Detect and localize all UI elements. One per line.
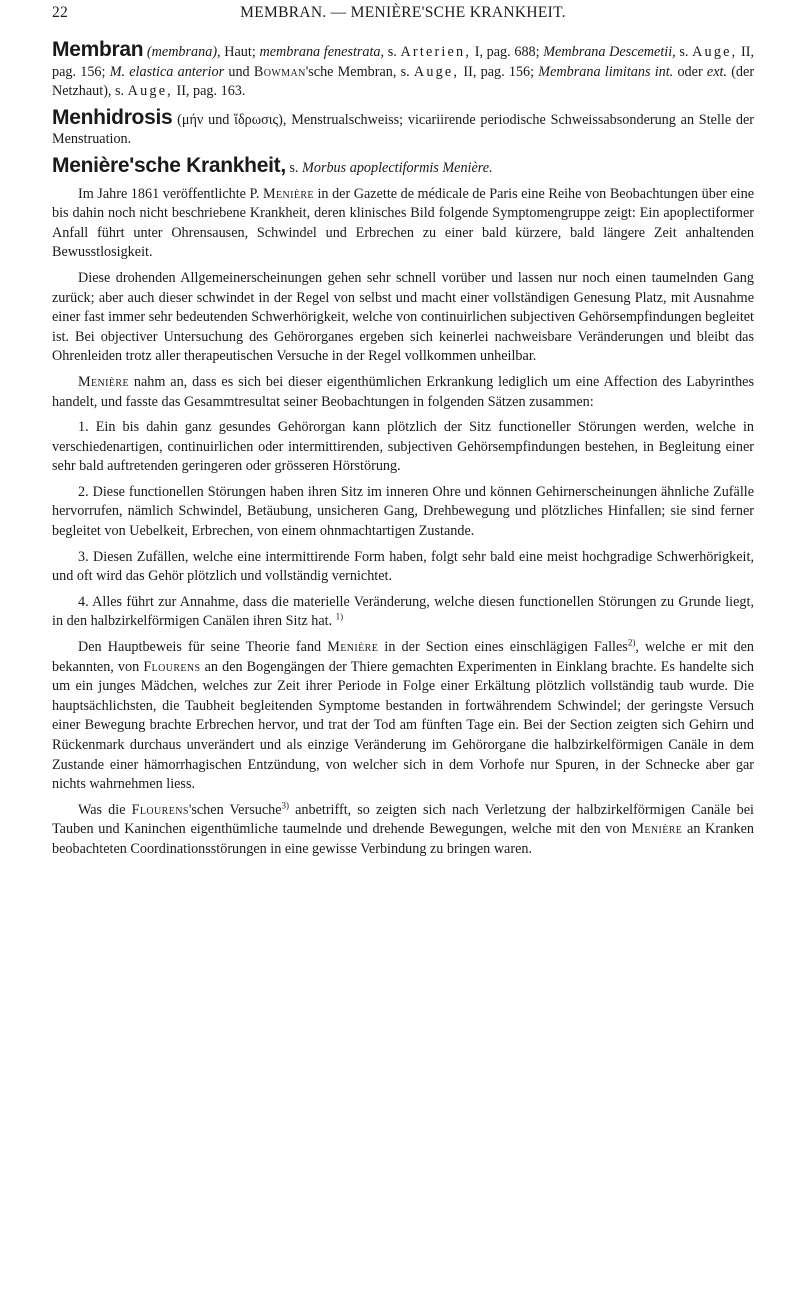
entry-menhidrosis (52, 105, 755, 150)
cross-reference: Auge, (413, 63, 460, 80)
paragraph-text: in der Gazette de médicale de Paris eine Reihe von Beobachtungen über eine bis dahin noch nicht beschriebene Krankheit, deren klinisches Bild folgende Symptomengruppe zeigt: Ein apoplectiformer Anfall führt unter Ohrensausen, Schwindel und Erbrechen zu einer bald kürzere, bald längere Zeit anhaltenden Bewusstlosigkeit. (52, 185, 755, 261)
paragraph-text: , welche er mit den bekannten, von (52, 639, 754, 675)
paragraph-text: an den Bogengängen der Thiere gemachten Experimenten in Einklang brachte. Es handelte sich um ein junges Mädchen, welches zur Zeit ihrer Periode in Folge einer Erkältung plötzlich vollständig taub wurde. Die hauptsächlichsten, die Taubheit begleitenden Symptome bestanden in fortwährendem Schwindel; der geringste Versuch einer Bewegung brachte Erbrechen hervor, und trat der Tod am fünften Tage ein. Bei der Section zeigten sich Gehirn und Rückenmark durchaus unverändert und als einzige Veränderung im Gehörorgane die halbzirkelförmigen Canäle in dem Zustande einer hämorrhagischen Entzündung, von welcher sich in dem Vorhofe nur Spuren, in der Schnecke aber gar nichts wahrnehmen liess. (52, 658, 755, 793)
document-page (52, 0, 754, 1306)
entry-text: s. (679, 44, 689, 60)
author-name: Flourens (131, 801, 189, 818)
paragraph (52, 373, 754, 412)
running-title: MEMBRAN. — MENIÈRE'SCHE KRANKHEIT. (240, 4, 566, 21)
latin-term: M. elastica anterior (109, 63, 225, 80)
author-name: Menière (631, 821, 683, 838)
latin-term: Membrana limitans int. (538, 63, 674, 80)
latin-term: Membrana Descemetii, (543, 44, 676, 60)
entry-membran (52, 40, 754, 102)
cross-reference: Auge, (127, 83, 173, 100)
paragraph-text: Den Hauptbeweis für seine Theorie fand (78, 639, 322, 656)
entry-text: 'sche Membran, s. (305, 63, 410, 80)
author-name: Menière (327, 639, 379, 656)
entry-text: II, pag. 156; (463, 63, 535, 80)
paragraph-text: Im Jahre 1861 veröffentlichte P. (78, 185, 260, 202)
numbered-item-text: 4. Alles führt zur Annahme, dass die materielle Veränderung, welche diesen functionellen Störungen zu Grunde liegt, in den halbzirkelförmigen Canälen ihren Sitz hat. (52, 593, 754, 630)
page-number: 22 (52, 4, 69, 21)
footnote-marker: 1) (335, 611, 344, 622)
entry-text: s. (387, 44, 397, 60)
entry-text: II, pag. 163. (176, 83, 246, 100)
paragraph-text: in der Section eines einschlägigen Falles (384, 639, 628, 656)
headword-menhidrosis: Menhidrosis (52, 105, 173, 129)
numbered-item: 1. Ein bis dahin ganz gesundes Gehörorgan kann plötzlich der Sitz functioneller Störungen werden, welche in verschiedenartigen, continuirlichen oder intermittirenden, subjectiven Gehörsempfindungen bestehen, in Begleitung einer sehr bald auftretenden geringeren oder grösseren Hörstörung. (52, 419, 754, 475)
latin-term: (membrana), (146, 44, 221, 60)
paragraph (52, 185, 754, 263)
numbered-item: 3. Diesen Zufällen, welche eine intermittirende Form haben, folgt sehr bald eine meist hochgradige Schwerhörigkeit, und oft wird das Gehör plötzlich und vollständig vernichtet. (52, 548, 754, 585)
numbered-item: 2. Diese functionellen Störungen haben ihren Sitz im inneren Ohre und können Gehirnerscheinungen ähnliche Zufälle hervorrufen, nämlich Schwindel, Betäubung, unsicheren Gang, Drehbewegung und plötzliches Hinfallen; sie sind ferner begleitet von Uebelkeit, Erbrechen, von einem ohnmachtartigen Zustande. (52, 483, 754, 540)
author-name: Menière (78, 373, 129, 390)
latin-term: ext. (706, 63, 727, 80)
author-name: Flourens (143, 658, 201, 675)
footnote-marker: 2) (627, 637, 636, 648)
running-head (52, 4, 754, 30)
author-name: Menière (262, 185, 314, 202)
paragraph-text: anbetrifft, so zeigten sich nach Verletzung der halbzirkelförmigen Canäle bei Tauben und Kaninchen eigenthümliche taumelnde und drehende Bewegungen, welche mit den von (52, 801, 754, 838)
paragraph-text: Was die (78, 801, 126, 818)
entry-text: Haut; (224, 44, 256, 60)
page-content (52, 40, 754, 866)
entry-text: oder (677, 63, 703, 80)
entry-text: (μήν und ἵδρωσις), Menstrualschweiss; vicariirende periodische Schweissabsonderung an Stelle der Menstruation. (52, 111, 755, 148)
paragraph-text: an Kranken beobachteten Coordinationsstörungen in eine gewisse Verbindung zu bringen waren. (52, 821, 754, 857)
entry-text: I, pag. 688; (474, 44, 540, 60)
paragraph: Diese drohenden Allgemeinerscheinungen gehen sehr schnell vorüber und lassen nur noch einen taumelnden Gang zurück; aber auch dieser schwindet in der Regel von selbst und macht einer vollständigen Genesung Platz, mit Ausnahme einer fast immer sehr bedeutenden Schwerhörigkeit, welche von continuirlichen subjectiven Gehörsempfindungen begleitet ist. Bei objectiver Untersuchung des Gehörorganes ergeben sich keinerlei nachweisbare Veränderungen und bleibt das Ohrenleiden trotz aller therapeutischen Versuche in der Regel vollkommen unheilbar. (52, 269, 754, 365)
paragraph (52, 638, 754, 795)
cross-reference: Morbus apoplectiformis Menière. (302, 159, 493, 176)
footnote-marker: 3) (281, 800, 290, 811)
latin-term: membrana fenestrata, (259, 44, 385, 60)
entry-text: s. (289, 159, 299, 176)
cross-reference: Auge, (692, 44, 738, 60)
paragraph-text: nahm an, dass es sich bei dieser eigenthümlichen Erkrankung lediglich um eine Affection des Labyrinthes handelt, und fasste das Gesammtresultat seiner Beobachtungen in folgenden Sätzen zusammen: (52, 373, 754, 410)
paragraph (52, 801, 754, 860)
headword-meniere: Menière'sche Krankheit, (52, 153, 286, 177)
entry-text: (der Netzhaut), s. (52, 63, 755, 100)
headword-membran: Membran (52, 38, 144, 61)
paragraph-text: 'schen Versuche (188, 801, 282, 818)
numbered-item (52, 593, 754, 632)
entry-meniere (52, 153, 754, 179)
entry-text: II, pag. 156; (52, 44, 755, 80)
cross-reference: Arterien, (400, 44, 472, 60)
entry-text: und (228, 63, 250, 80)
author-name: Bowman (253, 63, 306, 80)
